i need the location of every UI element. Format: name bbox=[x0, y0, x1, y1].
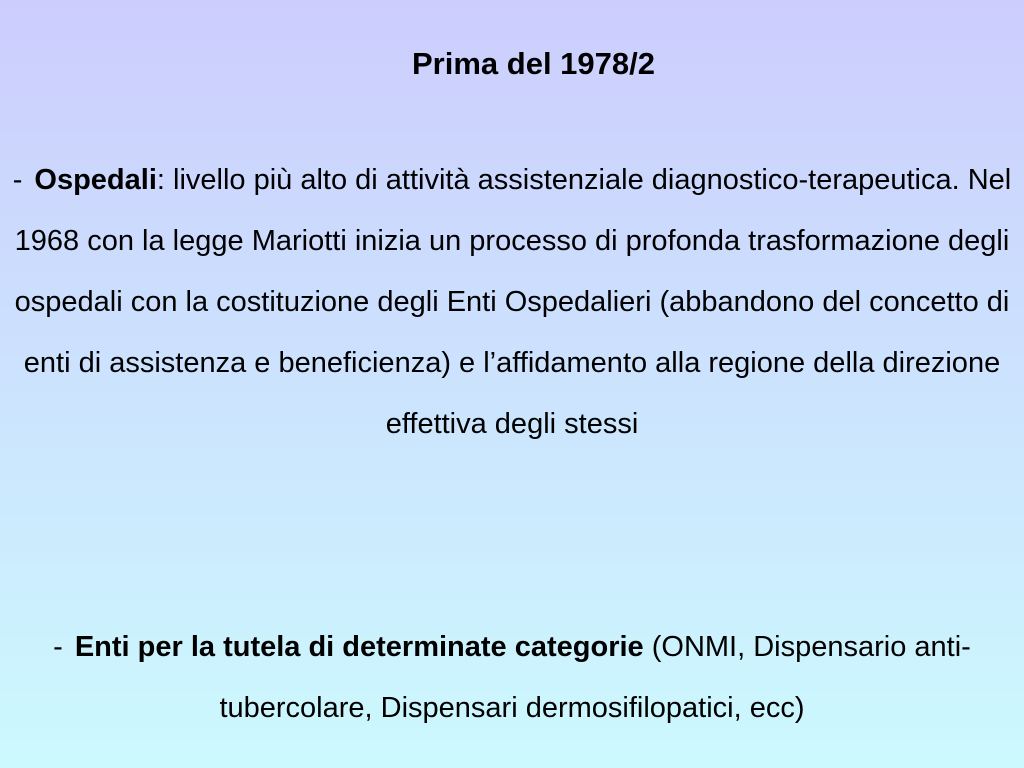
bullet-lead: Ospedali bbox=[34, 164, 157, 196]
bullet-ospedali bbox=[10, 150, 1014, 455]
bullet-dash: - bbox=[12, 164, 23, 196]
slide-title: Prima del 1978/2 bbox=[412, 46, 655, 81]
bullet-text: : livello più alto di attività assistenziale diagnostico-terapeutica. Nel 1968 con la legge Mariotti inizia un processo di profonda trasformazione degli ospedali con la costituzione degli Enti Ospedalieri (abbandono del concetto di enti di assistenza e beneficienza) e l’affidamento alla regione della direzione effettiva degli stessi bbox=[14, 164, 1012, 440]
bullet-dash: - bbox=[53, 631, 63, 663]
bullet-lead: Enti per la tutela di determinate categorie bbox=[74, 631, 644, 663]
bullet-enti-tutela bbox=[10, 617, 1014, 739]
bullet-text: (ONMI, Dispensario anti-tubercolare, Dispensari dermosifilopatici, ecc) bbox=[219, 631, 971, 724]
